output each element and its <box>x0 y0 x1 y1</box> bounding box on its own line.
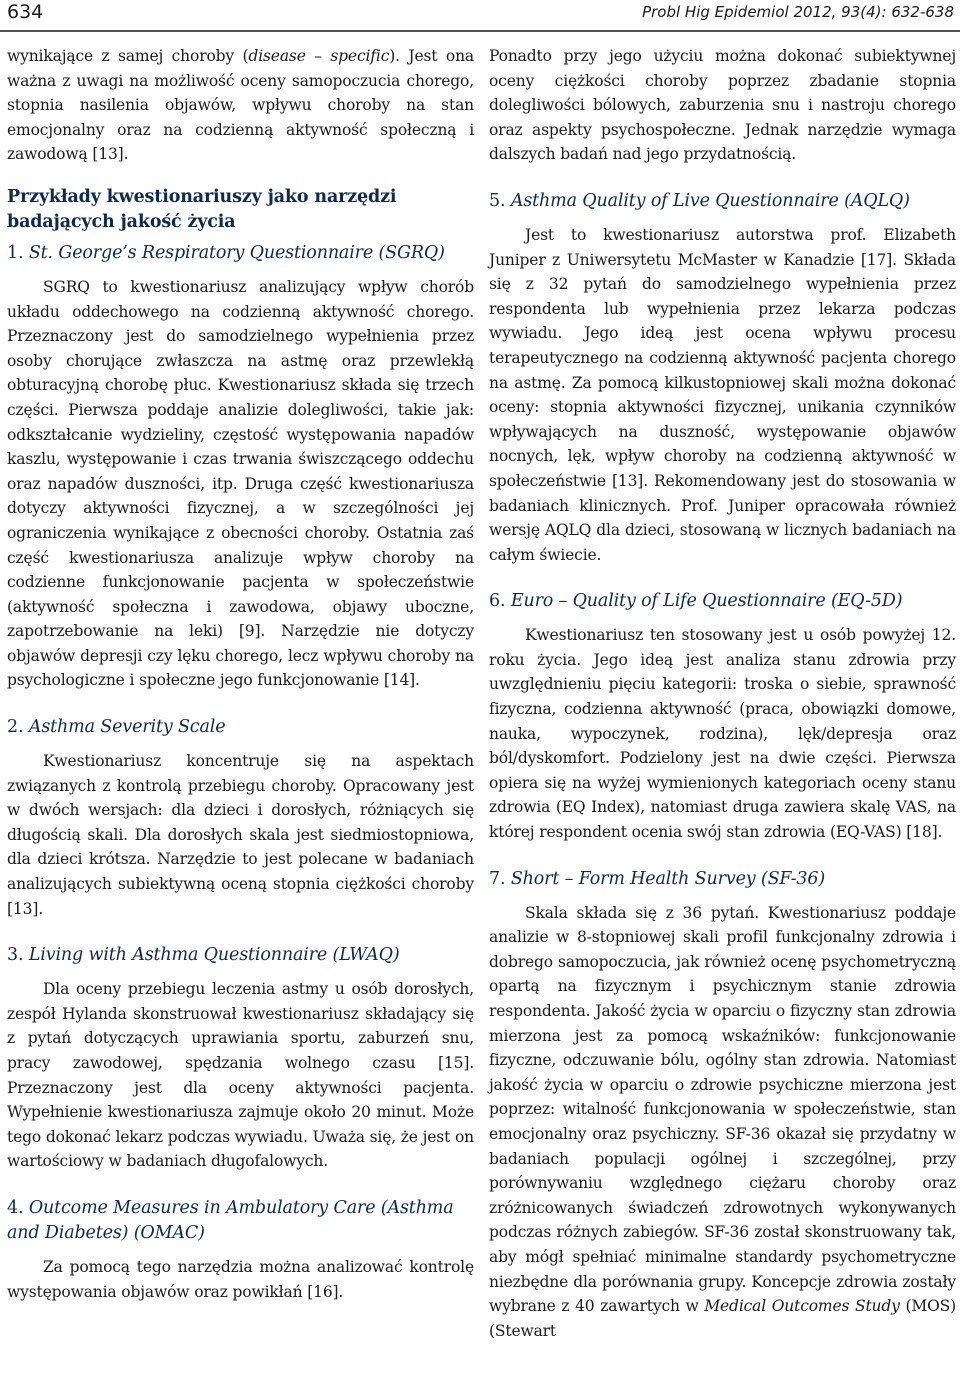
section-heading-lwaq <box>7 943 474 968</box>
section-number: 5. <box>489 190 506 211</box>
study-name: Medical Outcomes Study <box>704 1297 900 1316</box>
section-title: Short – Form Health Survey (SF-36) <box>510 868 826 889</box>
page-number: 634 <box>7 1 44 23</box>
section-number: 1. <box>7 242 24 263</box>
section-body-ass: Kwestionariusz koncentruje się na aspektach związanych z kontrolą przebiegu choroby. Opracowany jest w dwóch wersjach: dla dzieci i dorosłych, różniących się długością skali. Dla dorosłych skala jest siedmiostopniowa, dla dzieci krótsza. Narzędzie to jest polecane w badaniach analizujących subiektywną oceną stopnia ciężkości choroby [13]. <box>7 752 474 918</box>
section-title: Asthma Severity Scale <box>28 717 226 738</box>
section-title: Living with Asthma Questionnaire (LWAQ) <box>28 945 400 966</box>
body-text: (MOS) (Stewart <box>489 1297 956 1340</box>
section-body-eq5d: Kwestionariusz ten stosowany jest u osób powyżej 12. roku życia. Jego ideą jest analiza stanu zdrowia przy uwzględnieniu pięciu kategorii: troska o siebie, sprawność fizyczna, codzienna aktywność (praca, obowiązki domowe, nauka, wypoczynek, rodzina), lęk/depresja oraz ból/dyskomfort. Podzielony jest na dwie części. Pierwsza opiera się na wyżej wymienionych kategoriach oceny stanu zdrowia (EQ Index), natomiast druga zawiera skalę VAS, na której respondent ocenia swój stan zdrowia (EQ-VAS) [18]. <box>489 626 956 842</box>
section-number: 2. <box>7 717 24 738</box>
journal-citation: Probl Hig Epidemiol 2012, 93(4): 632-638 <box>642 3 954 21</box>
section-body-omac: Za pomocą tego narzędzia można analizować kontrolę występowania objawów oraz powikłań [16]. <box>7 1257 474 1301</box>
intro-paragraph: wynikające z samej choroby (disease – specific). Jest ona ważna z uwagi na możliwość oceny samopoczucia chorego, stopnia nasilenia objawów, wpływu choroby na stan emocjonalny oraz na codzienną aktywność społeczną i zawodową [13]. <box>7 47 474 164</box>
section-number: 3. <box>7 945 24 966</box>
page-header <box>0 0 960 32</box>
section-title: St. George’s Respiratory Questionnaire (SGRQ) <box>28 242 445 263</box>
body-text: Skala składa się z 36 pytań. Kwestionariusz poddaje analizie w 8-stopniowej skali profil funkcjonalny zdrowia i dobrego samopoczucia, jak również ocenę psychometryczną opartą na fizycznym i psychicznym stanie zdrowia respondenta. Jakość życia w oparciu o fizyczny stan zdrowia mierzona jest za pomocą wskaźników: funkcjonowanie fizyczne, odczuwanie bólu, ogólny stan zdrowia. Natomiast jakość życia w oparciu o zdrowie psychiczne mierzona jest poprzez: witalność funkcjonowania w społeczeństwie, stan emocjonalny oraz psychiczny. SF-36 okazał się przydatny w badaniach populacji ogólnej i szczególnej, przy porównywaniu względnego ciężaru choroby oraz zróżnicowanych świadczeń zdrowotnych wykonywanych podczas różnych zabiegów. SF-36 został skonstruowany tak, aby mógł spełniać minimalne standardy psychometryczne niezbędne dla porównania grupy. Koncepcje zdrowia zostały wybrane z 40 zawartych w <box>489 903 956 1316</box>
section-heading-eq5d <box>489 589 956 614</box>
section-title: Euro – Quality of Life Questionnaire (EQ-5D) <box>510 591 903 612</box>
section-heading-aqlq <box>489 189 956 214</box>
section-title: Asthma Quality of Live Questionnaire (AQLQ) <box>510 190 910 211</box>
section-body-sgrq: SGRQ to kwestionariusz analizujący wpływ chorób układu oddechowego na codzienną aktywność chorego. Przeznaczony jest do samodzielnego wypełnienia przez osoby chorujące zwłaszcza na astmę oraz przewlekłą obturacyjną chorobę płuc. Kwestionariusz składa się trzech części. Pierwsza poddaje analizie dolegliwości, takie jak: odkształcanie wydzieliny, częstość występowania napadów kaszlu, występowanie i czas trwania świszczącego oddechu oraz napadów duszności, itp. Druga część kwestionariusza dotyczy aktywności fizycznej, a w szczególności jej ograniczenia wynikające z obecności choroby. Ostatnia zaś część kwestionariusza analizuje wpływ choroby na codzienne funkcjonowanie pacjenta w społeczeństwie (aktywność społeczna i zawodowa, objawy uboczne, zapotrzebowanie na leki) [9]. Narzędzie nie dotyczy objawów depresji czy lęku chorego, lecz wpływu choroby na psychologiczne i społeczne jego funkcjonowanie [14]. <box>7 277 474 690</box>
header-divider <box>0 30 960 32</box>
section-heading-sgrq <box>7 241 474 266</box>
right-column <box>489 44 956 1343</box>
section-body-aqlq: Jest to kwestionariusz autorstwa prof. Elizabeth Juniper z Uniwersytetu McMaster w Kanadzie [17]. Składa się z 32 pytań do samodzielnego wypełnienia przez respondenta lub wypełnienia przez lekarza podczas wywiadu. Jego ideą jest ocena wpływu procesu terapeutycznego na codzienną aktywność pacjenta chorego na astmę. Za pomocą kilkustopniowej skali można dokonać oceny: stopnia aktywności fizycznej, unikania czynników wpływających na duszność, występowanie objawów nocnych, lęk, wpływ choroby na codzienną aktywność w społeczeństwie [13]. Rekomendowany jest do stosowania w badaniach klinicznych. Prof. Juniper opracowała również wersję AQLQ dla dzieci, stosowaną w licznych badaniach na całym świecie. <box>489 225 956 564</box>
section-heading-omac <box>7 1196 474 1246</box>
latin-term: disease – specific <box>248 47 390 65</box>
section-heading-sf36 <box>489 867 956 892</box>
continuation-paragraph: Ponadto przy jego użyciu można dokonać subiektywnej oceny ciężkości choroby poprzez zbadanie stopnia dolegliwości bólowych, zaburzenia snu i nastroju chorego oraz aspekty psychospołeczne. Jednak narzędzie wymaga dalszych badań nad jego przydatnością. <box>489 47 956 164</box>
section-number: 4. <box>7 1197 24 1218</box>
section-heading-ass <box>7 715 474 740</box>
section-title: Outcome Measures in Ambulatory Care (Asthma and Diabetes) (OMAC) <box>7 1197 454 1243</box>
section-body-lwaq: Dla oceny przebiegu leczenia astmy u osób dorosłych, zespół Hylanda skonstruował kwestionariusz składający się z pytań dotyczących uprawiania sportu, zaburzeń snu, pracy zawodowej, spędzania wolnego czasu [15]. Przeznaczony jest dla oceny aktywności pacjenta. Wypełnienie kwestionariusza zajmuje około 20 minut. Może tego dokonać lekarz podczas wywiadu. Uważa się, że jest on wartościowy w badaniach długofalowych. <box>7 980 474 1171</box>
left-column <box>7 44 474 1304</box>
section-number: 6. <box>489 591 506 612</box>
section-group-heading: Przykłady kwestionariuszy jako narzędzi badających jakość życia <box>7 186 397 232</box>
section-body-sf36 <box>489 901 956 1344</box>
section-number: 7. <box>489 868 506 889</box>
